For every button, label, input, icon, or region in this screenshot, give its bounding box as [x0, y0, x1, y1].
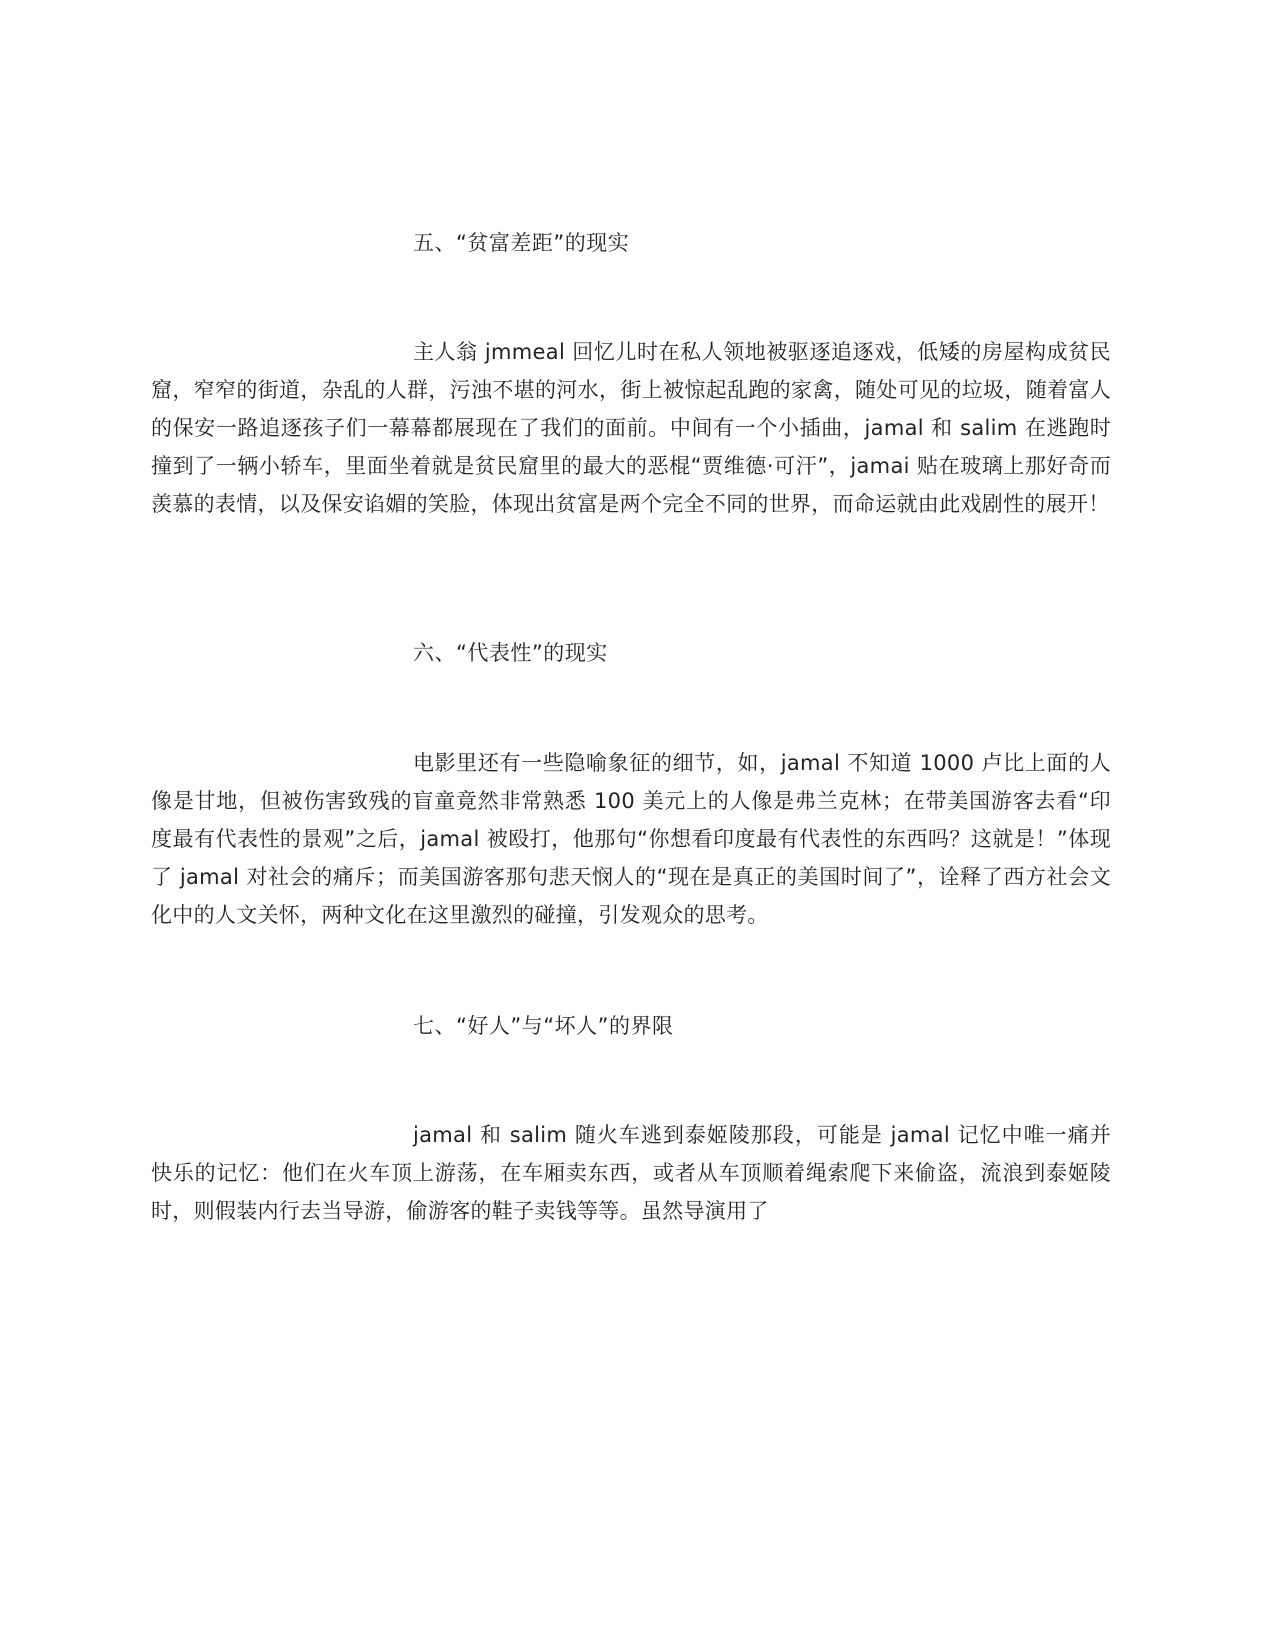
- section-heading-6: 六、“代表性”的现实: [413, 641, 608, 665]
- section-heading-7: 七、“好人”与“坏人”的界限: [413, 1014, 674, 1038]
- section-paragraph-6: 电影里还有一些隐喻象征的细节，如，jamal 不知道 1000 卢比上面的人像是甘地，但被伤害致残的盲童竟然非常熟悉 100 美元上的人像是弗兰克林；在带美国游客去看“印度最有代表性的景观”之后，jamal 被殴打，他那句“你想看印度最有代表性的东西吗？这就是！”体现了 jamal 对社会的痛斥；而美国游客那句悲天悯人的“现在是真正的美国时间了”，诠释了西方社会文化中的人文关怀，两种文化在这里激烈的碰撞，引发观众的思考。: [151, 751, 1111, 927]
- section-paragraph-7: jamal 和 salim 随火车逃到泰姬陵那段，可能是 jamal 记忆中唯一痛并快乐的记忆：他们在火车顶上游荡，在车厢卖东西，或者从车顶顺着绳索爬下来偷盗，流浪到泰姬陵时，则假装内行去当导游，偷游客的鞋子卖钱等等。虽然导演用了: [151, 1123, 1111, 1223]
- section-paragraph-5: 主人翁 jmmeal 回忆儿时在私人领地被驱逐追逐戏，低矮的房屋构成贫民窟，窄窄的街道，杂乱的人群，污浊不堪的河水，街上被惊起乱跑的家禽，随处可见的垃圾，随着富人的保安一路追逐孩子们一幕幕都展现在了我们的面前。中间有一个小插曲，jamal 和 salim 在逃跑时撞到了一辆小轿车，里面坐着就是贫民窟里的最大的恶棍“贾维德·可汗”，jamai 贴在玻璃上那好奇而羡慕的表情，以及保安谄媚的笑脸，体现出贫富是两个完全不同的世界，而命运就由此戏剧性的展开！: [151, 340, 1111, 516]
- section-heading-5: 五、“贫富差距”的现实: [413, 231, 630, 255]
